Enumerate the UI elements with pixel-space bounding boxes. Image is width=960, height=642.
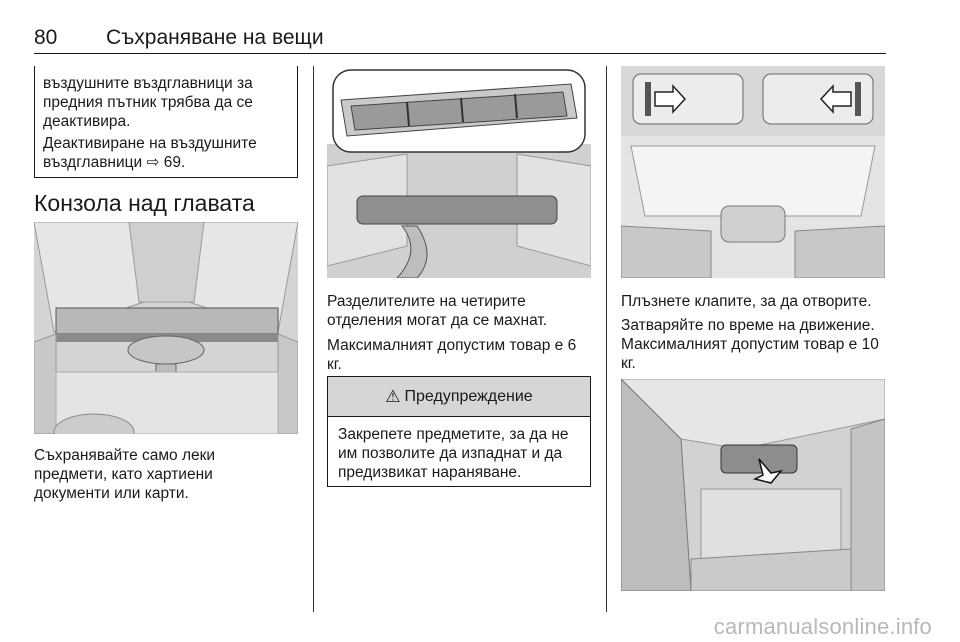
continued-note-box <box>34 66 298 178</box>
page-number: 80 <box>34 26 58 49</box>
column-divider-1 <box>313 66 314 612</box>
warning-title: Предупреждение <box>404 387 533 405</box>
chapter-title: Съхраняване на вещи <box>106 26 324 49</box>
page-ref-number: 69. <box>159 154 186 171</box>
warning-body: Закрепете предметите, за да не им позволите да изпаднат и да предизвикат нараняване. <box>338 426 569 481</box>
section-heading: Конзола над главата <box>34 190 255 216</box>
page-ref-arrow-icon: ⇨ <box>146 154 160 171</box>
close-while-driving-text: Затваряйте по време на движение. Максималният допустим товар е 10 кг. <box>621 317 879 372</box>
note-text-2-main: Деактивиране на въздушните въздглавници <box>43 135 257 171</box>
cargo-area-compartment-illustration <box>621 379 885 591</box>
max-load-text: Максималният допустим товар е 6 кг. <box>327 337 577 373</box>
note-text-1: въздушните въздглавници за предния пътник трябва да се деактивира. <box>43 75 253 130</box>
slide-flaps-text: Плъзнете клапите, за да отворите. <box>621 293 872 310</box>
overhead-console-illustration <box>34 222 298 434</box>
warning-box <box>327 376 591 487</box>
watermark: carmanualsonline.info <box>713 614 932 639</box>
page-header <box>34 26 886 54</box>
note-text-2 <box>43 134 293 172</box>
sliding-flaps-illustration <box>621 66 885 278</box>
compartment-dividers-illustration <box>327 66 591 278</box>
console-caption: Съхранявайте само леки предмети, като хартиени документи или карти. <box>34 447 216 502</box>
warning-triangle-icon: ⚠ <box>385 386 401 406</box>
dividers-text: Разделителите на четирите отделения могат да се махнат. <box>327 293 548 329</box>
column-divider-2 <box>606 66 607 612</box>
warning-header <box>328 377 590 417</box>
